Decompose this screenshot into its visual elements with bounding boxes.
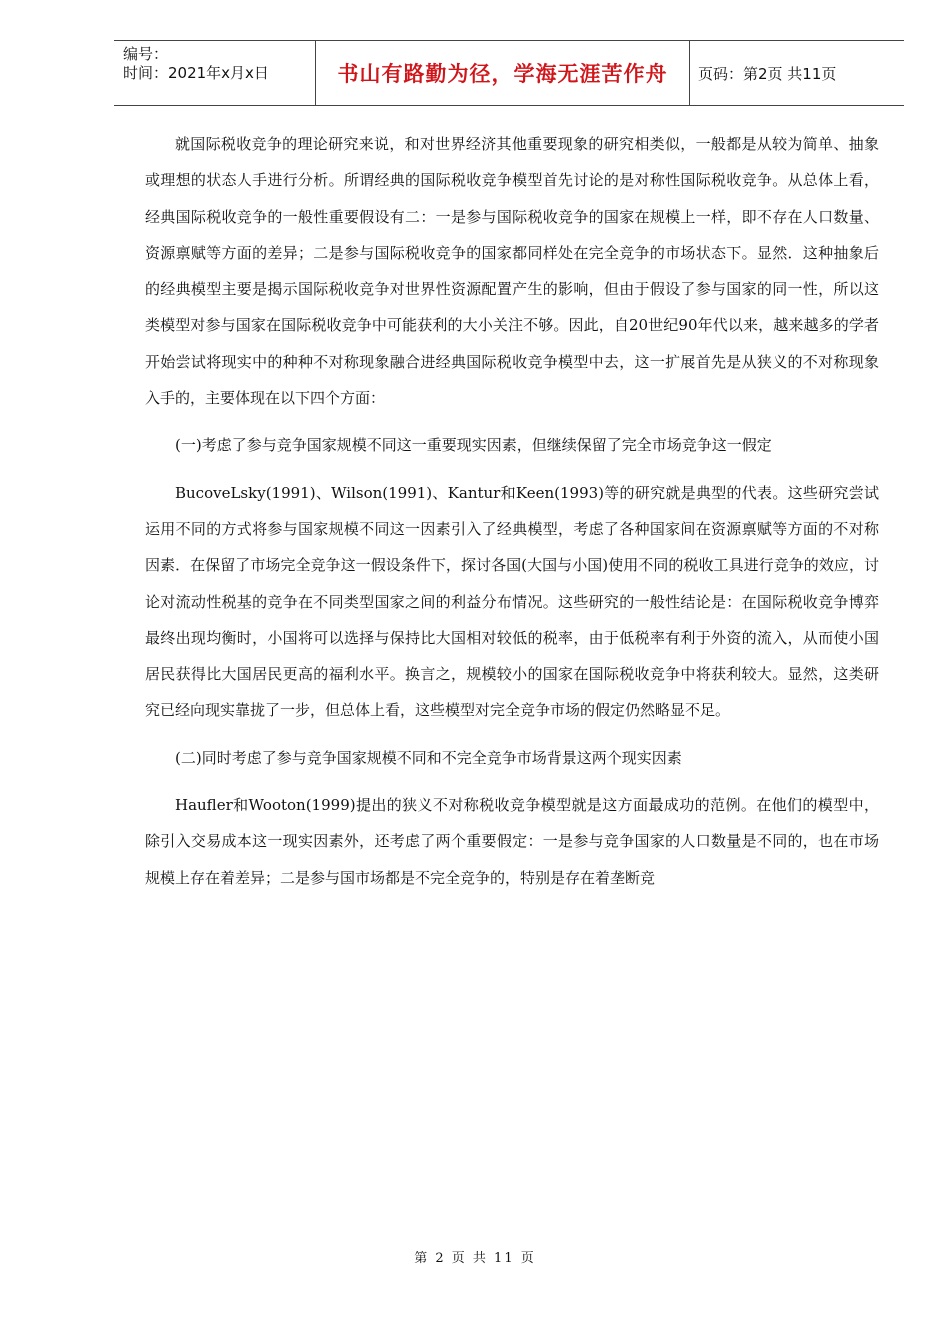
header-number-label: 编号： — [123, 45, 169, 63]
header-motto: 书山有路勤为径，学海无涯苦作舟 — [316, 41, 690, 105]
document-body — [145, 126, 879, 896]
page-header — [114, 40, 904, 106]
header-time-label: 时间：2021年x月x日 — [123, 64, 269, 82]
paragraph-intro: 就国际税收竞争的理论研究来说，和对世界经济其他重要现象的研究相类似，一般都是从较为简单、抽象或理想的状态人手进行分析。所谓经典的国际税收竞争模型首先讨论的是对称性国际税收竞争。从总体上看，经典国际税收竞争的一般性重要假设有二：一是参与国际税收竞争的国家在规模上一样，即不存在人口数量、资源禀赋等方面的差异；二是参与国际税收竞争的国家都同样处在完全竞争的市场状态下。显然．这种抽象后的经典模型主要是揭示国际税收竞争对世界性资源配置产生的影响，但由于假设了参与国家的同一性，所以这类模型对参与国家在国际税收竞争中可能获利的大小关注不够。因此，自20世纪90年代以来，越来越多的学者开始尝试将现实中的种种不对称现象融合进经典国际税收竞争模型中去，这一扩展首先是从狭义的不对称现象入手的，主要体现在以下四个方面： — [145, 135, 879, 408]
paragraph-section-1: BucoveLsky(1991)、Wilson(1991)、Kantur和Keen(1993)等的研究就是典型的代表。这些研究尝试运用不同的方式将参与国家规模不同这一因素引入了经典模型，考虑了各种国家间在资源禀赋等方面的不对称因素．在保留了市场完全竞争这一假设条件下，探讨各国(大国与小国)使用不同的税收工具进行竞争的效应，讨论对流动性税基的竞争在不同类型国家之间的利益分布情况。这些研究的一般性结论是：在国际税收竞争博弈最终出现均衡时，小国将可以选择与保持比大国相对较低的税率，由于低税率有利于外资的流入，从而使小国居民获得比大国居民更高的福利水平。换言之，规模较小的国家在国际税收竞争中将获利较大。显然，这类研究已经向现实靠拢了一步，但总体上看，这些模型对完全竞争市场的假定仍然略显不足。 — [145, 483, 879, 720]
header-meta — [114, 41, 316, 105]
section-heading-2: (二)同时考虑了参与竞争国家规模不同和不完全竞争市场背景这两个现实因素 — [175, 748, 682, 767]
page-footer: 第 2 页 共 11 页 — [414, 1251, 536, 1266]
header-page-label: 页码：第2页 共11页 — [698, 64, 837, 83]
section-heading-1: (一)考虑了参与竞争国家规模不同这一重要现实因素，但继续保留了完全市场竞争这一假定 — [175, 436, 772, 455]
paragraph-section-2: Haufler和Wooton(1999)提出的狭义不对称税收竞争模型就是这方面最成功的范例。在他们的模型中，除引入交易成本这一现实因素外，还考虑了两个重要假定：一是参与竞争国家的人口数量是不同的，也在市场规模上存在着差异；二是参与国市场都是不完全竞争的，特别是存在着垄断竞 — [145, 796, 879, 887]
